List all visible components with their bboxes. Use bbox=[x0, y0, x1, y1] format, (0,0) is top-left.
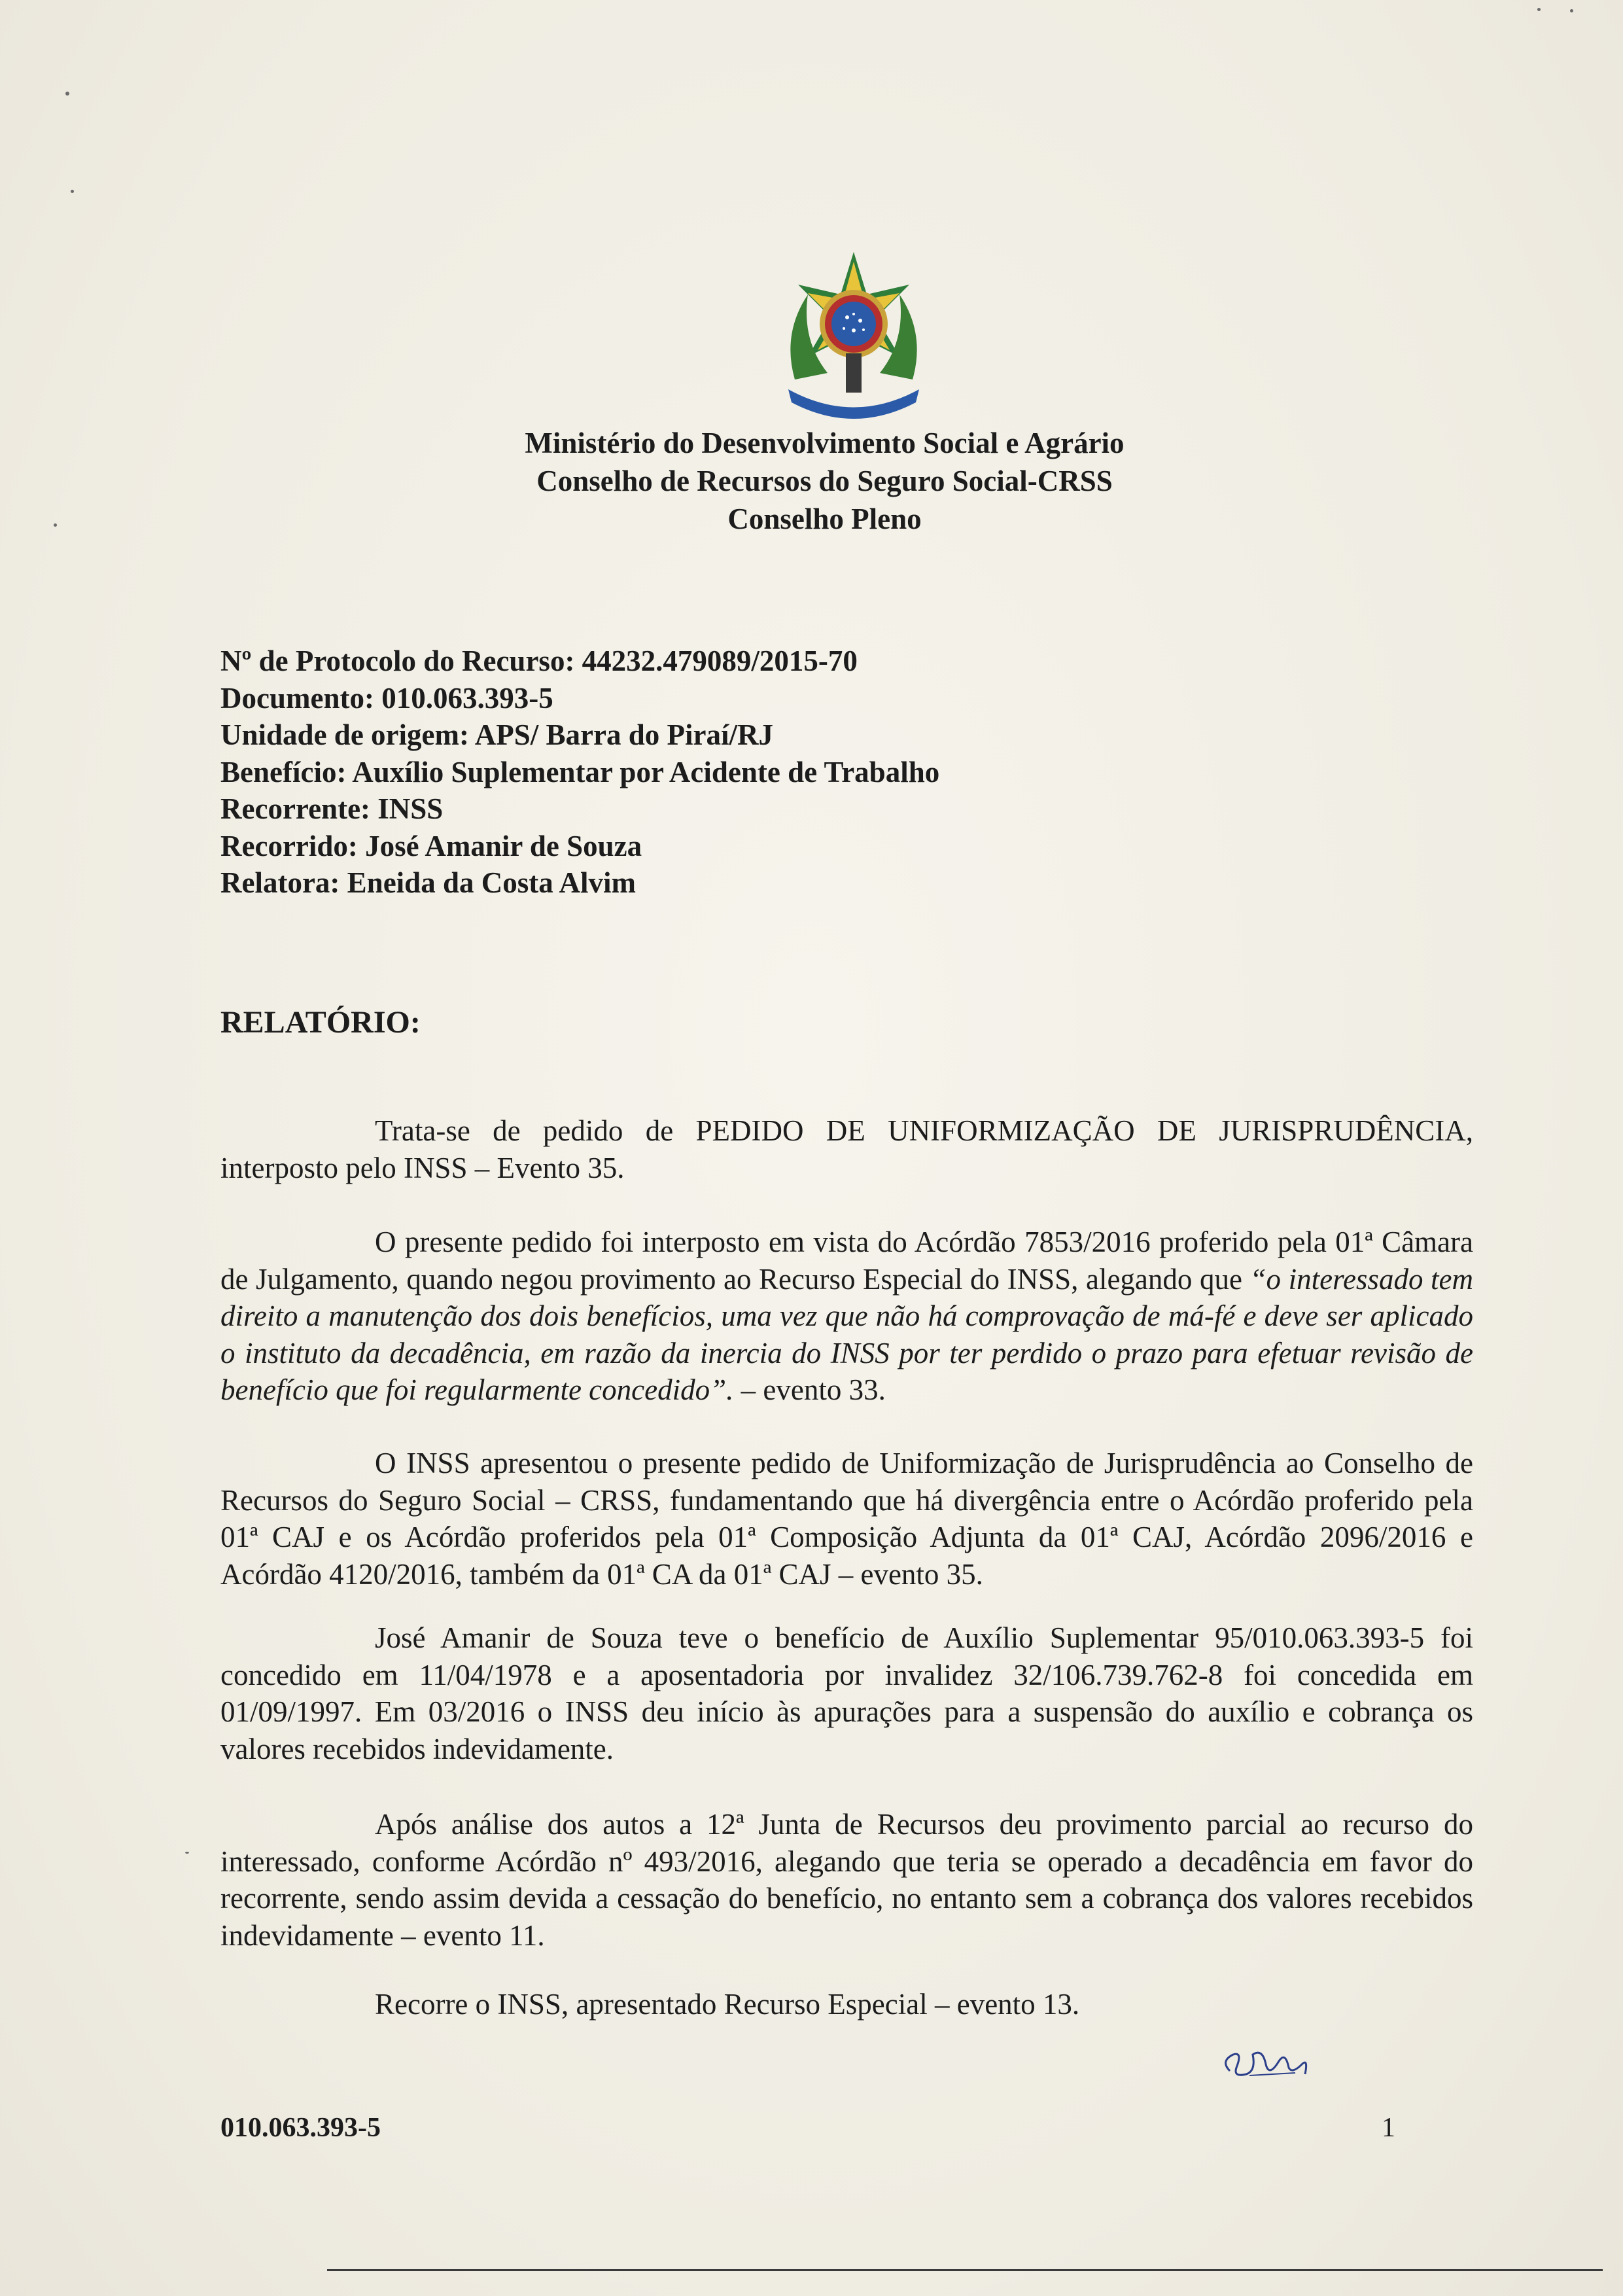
handwritten-initials-signature bbox=[1217, 2035, 1321, 2094]
scan-speck bbox=[54, 523, 57, 527]
ministry-name: Ministério do Desenvolvimento Social e Agrário bbox=[525, 427, 1125, 459]
paragraph-3-text: O INSS apresentou o presente pedido de Uniformização de Jurisprudência ao Conselho de Recursos do Seguro Social – CRSS, fundamentando que há divergência entre o Acórdão proferido pela 01ª CAJ e os Acórdão proferidos pela 01ª Composição Adjunta da 01ª CAJ, Acórdão 2096/2016 e Acórdão 4120/2016, também da 01ª CA da 01ª CAJ – evento 35. bbox=[220, 1447, 1473, 1591]
rapporteur: Relatora: Eneida da Costa Alvim bbox=[220, 866, 636, 899]
appellant: Recorrente: INSS bbox=[220, 792, 444, 825]
origin-unit: Unidade de origem: APS/ Barra do Piraí/RJ bbox=[220, 718, 773, 751]
bottom-rule bbox=[327, 2269, 1603, 2271]
paragraph-5 bbox=[220, 1806, 1473, 1954]
paragraph-6-text: Recorre o INSS, apresentado Recurso Especial – evento 13. bbox=[375, 1988, 1080, 2021]
chamber-title bbox=[0, 500, 1623, 538]
appellee: Recorrido: José Amanir de Souza bbox=[220, 829, 642, 862]
council-name: Conselho de Recursos do Seguro Social-CRSS bbox=[536, 465, 1113, 497]
scan-speck bbox=[65, 92, 69, 96]
scan-speck bbox=[185, 1852, 189, 1854]
paragraph-2-end: – evento 33. bbox=[733, 1373, 886, 1406]
section-title: RELATÓRIO: bbox=[220, 1005, 421, 1040]
paragraph-2 bbox=[220, 1224, 1473, 1409]
paragraph-4 bbox=[220, 1619, 1473, 1767]
paragraph-2-text: O presente pedido foi interposto em vista do Acórdão 7853/2016 proferido pela 01ª Câmara de Julgamento, quando negou provimento ao Recurso Especial do INSS, alegando que bbox=[220, 1226, 1473, 1296]
scan-speck bbox=[71, 190, 74, 193]
paragraph-5-text: Após análise dos autos a 12ª Junta de Recursos deu provimento parcial ao recurso do interessado, conforme Acórdão nº 493/2016, alegando que teria se operado a decadência em favor do recorrente, sendo assim devida a cessação do benefício, no entanto sem a cobrança dos valores recebidos indevidamente – evento 11. bbox=[220, 1808, 1473, 1952]
paragraph-3 bbox=[220, 1445, 1473, 1593]
paragraph-4-text: José Amanir de Souza teve o benefício de Auxílio Suplementar 95/010.063.393-5 foi concedido em 11/04/1978 e a aposentadoria por invalidez 32/106.739.762-8 foi concedida em 01/09/1997. Em 03/2016 o INSS deu início às apurações para a suspensão do auxílio e cobrança os valores recebidos indevidamente. bbox=[220, 1621, 1473, 1765]
paragraph-1 bbox=[220, 1112, 1473, 1186]
brazil-coat-of-arms-icon bbox=[769, 249, 939, 425]
scan-speck bbox=[1570, 9, 1573, 12]
case-details bbox=[220, 643, 939, 902]
footer-document-number: 010.063.393-5 bbox=[220, 2113, 381, 2143]
paragraph-1-text: Trata-se de pedido de PEDIDO DE UNIFORMIZAÇÃO DE JURISPRUDÊNCIA, interposto pelo INSS – Evento 35. bbox=[220, 1114, 1473, 1184]
council-title bbox=[0, 462, 1623, 500]
paragraph-6 bbox=[220, 1986, 1473, 2023]
benefit-type: Benefício: Auxílio Suplementar por Acidente de Trabalho bbox=[220, 755, 940, 788]
chamber-name: Conselho Pleno bbox=[727, 503, 922, 535]
scan-speck bbox=[1537, 8, 1541, 11]
protocol-number: Nº de Protocolo do Recurso: 44232.479089/2015-70 bbox=[220, 645, 858, 677]
ministry-title bbox=[0, 424, 1623, 462]
document-number: Documento: 010.063.393-5 bbox=[220, 681, 553, 715]
page-number: 1 bbox=[1382, 2113, 1395, 2143]
paragraph-2-quote: “o interessado tem direito a manutenção dos dois benefícios, uma vez que não há comprovação de má-fé e deve ser aplicado o instituto da decadência, em razão da inercia do INSS por ter perdido o prazo para efetuar revisão de benefício que foi regularmente concedido”. bbox=[220, 1262, 1473, 1406]
